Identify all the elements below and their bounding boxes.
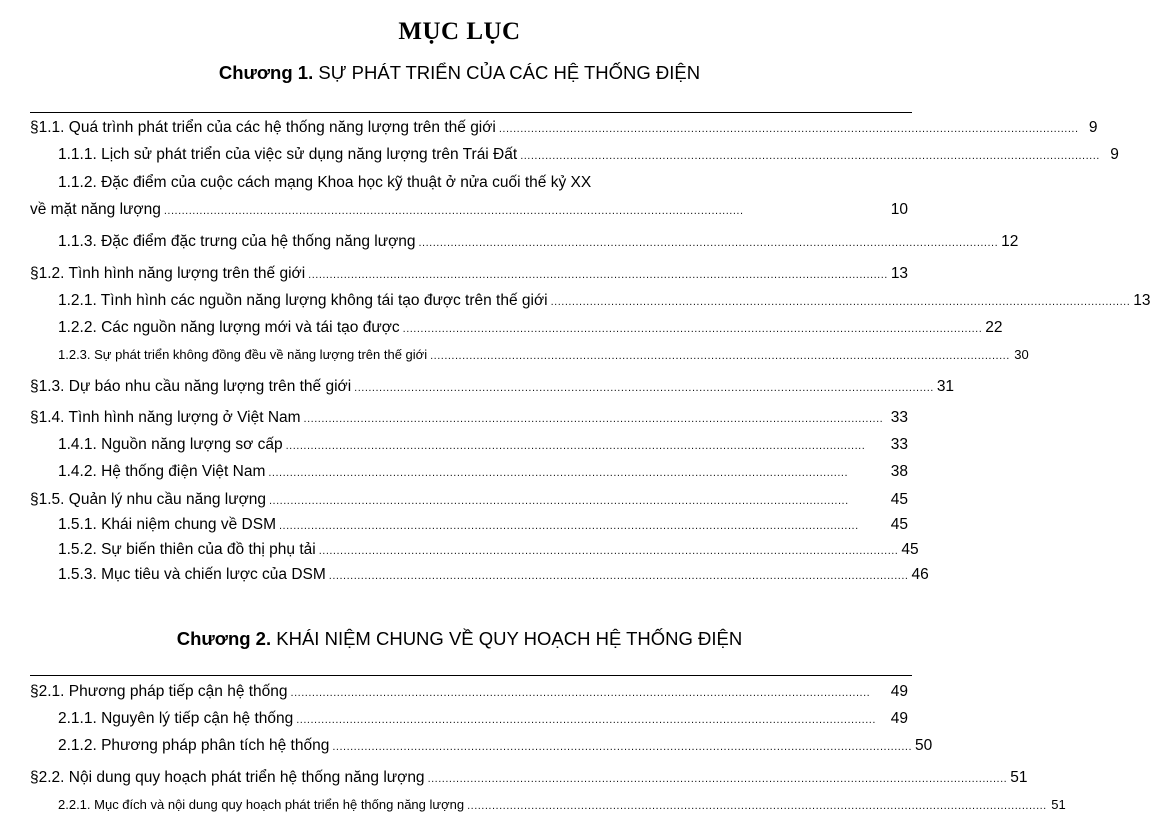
toc-entry-text: 1.5.2. Sự biến thiên của đồ thị phụ tải	[58, 541, 316, 558]
toc-entry-text: §1.3. Dự báo nhu cầu năng lượng trên thế giới	[30, 378, 352, 395]
toc-entry-page: 22	[985, 319, 1003, 336]
toc-entry-page: 13	[1133, 292, 1151, 309]
toc-section-2-2[interactable]	[30, 767, 1028, 789]
toc-entry-page: 33	[890, 436, 908, 453]
toc-section-1-1[interactable]	[30, 117, 1098, 139]
toc-entry-page: 30	[1014, 347, 1029, 362]
chapter-1-title: SỰ PHÁT TRIỂN CỦA CÁC HỆ THỐNG ĐIỆN	[318, 62, 701, 83]
toc-subsection-1-5-2[interactable]	[58, 539, 919, 561]
toc-subsection-1-5-3[interactable]	[58, 564, 929, 586]
toc-entry-page: 13	[890, 265, 909, 282]
dot-leader: ...................................................................................................................................................................	[296, 714, 876, 726]
page-title: MỤC LỤC	[398, 18, 521, 45]
chapter-1-rule	[30, 112, 912, 113]
toc-entry-text: §1.2. Tình hình năng lượng trên thế giới	[30, 265, 306, 282]
dot-leader: ...................................................................................................................................................................	[303, 413, 884, 425]
toc-entry-page: 45	[901, 541, 919, 558]
chapter-2-heading	[0, 628, 919, 650]
toc-entry-text: 1.4.1. Nguồn năng lượng sơ cấp	[58, 436, 283, 453]
toc-subsection-2-1-1[interactable]	[58, 708, 908, 730]
toc-subsection-1-1-3[interactable]	[58, 231, 1019, 253]
dot-leader: ...................................................................................................................................................................	[467, 800, 1047, 812]
toc-entry-page: 9	[1088, 119, 1098, 136]
toc-subsection-1-5-1[interactable]	[58, 514, 908, 536]
toc-section-1-2[interactable]	[30, 263, 908, 285]
toc-entry-text: 1.4.2. Hệ thống điện Việt Nam	[58, 463, 266, 480]
toc-entry-page: 46	[911, 566, 929, 583]
toc-entry-page: 38	[890, 463, 908, 480]
toc-entry-page: 45	[890, 491, 908, 508]
toc-entry-page: 9	[1110, 146, 1119, 163]
toc-entry-page: 51	[1010, 769, 1028, 786]
dot-leader: ...................................................................................................................................................................	[318, 545, 899, 557]
toc-section-1-5[interactable]	[30, 489, 908, 511]
toc-entry-text: 1.2.3. Sự phát triển không đồng đều về năng lượng trên thế giới	[58, 347, 428, 362]
toc-entry-page: 49	[890, 710, 908, 727]
toc-entry-page: 49	[890, 683, 908, 700]
dot-leader: ...................................................................................................................................................................	[498, 123, 1079, 135]
dot-leader: ...................................................................................................................................................................	[332, 741, 912, 753]
toc-subsection-2-1-2[interactable]	[58, 735, 933, 757]
dot-leader: ...................................................................................................................................................................	[402, 323, 983, 335]
chapter-1-number: Chương 1.	[218, 62, 314, 83]
toc-entry-page: 33	[890, 409, 908, 426]
toc-subsection-1-2-3[interactable]	[58, 344, 1029, 366]
chapter-1-heading	[0, 62, 919, 84]
toc-subsection-2-2-1[interactable]	[58, 794, 1066, 816]
dot-leader: ...................................................................................................................................................................	[308, 269, 888, 281]
toc-section-1-4[interactable]	[30, 407, 908, 429]
toc-entry-page: 50	[915, 737, 933, 754]
dot-leader: ...................................................................................................................................................................	[427, 773, 1008, 785]
toc-entry-text: 1.1.3. Đặc điểm đặc trưng của hệ thống năng lượng	[58, 233, 416, 250]
toc-entry-text: §2.2. Nội dung quy hoạch phát triển hệ thống năng lượng	[30, 769, 425, 786]
toc-entry-page: 31	[936, 378, 955, 395]
chapter-2-rule	[30, 675, 912, 676]
dot-leader: ...................................................................................................................................................................	[550, 296, 1131, 308]
toc-entry-text: 1.5.1. Khái niệm chung về DSM	[58, 516, 276, 533]
toc-subsection-1-1-1[interactable]	[58, 144, 1119, 166]
toc-entry-page: 10	[890, 201, 908, 218]
toc-entry-text: 1.2.2. Các nguồn năng lượng mới và tái tạo được	[58, 319, 400, 336]
toc-entry-text: §2.1. Phương pháp tiếp cận hệ thống	[30, 683, 288, 700]
toc-entry-text: §1.1. Quá trình phát triển của các hệ thống năng lượng trên thế giới	[30, 119, 496, 136]
toc-section-1-3[interactable]	[30, 376, 955, 398]
toc-subsection-1-1-2-line2[interactable]	[30, 199, 908, 221]
dot-leader: ...................................................................................................................................................................	[278, 520, 859, 532]
dot-leader: ...................................................................................................................................................................	[268, 495, 849, 507]
toc-entry-page: 51	[1051, 797, 1066, 812]
dot-leader: ...................................................................................................................................................................	[418, 237, 999, 249]
chapter-2-title: KHÁI NIỆM CHUNG VỀ QUY HOẠCH HỆ THỐNG ĐIỆN	[276, 628, 743, 649]
toc-entry-page: 12	[1001, 233, 1019, 250]
dot-leader: ...................................................................................................................................................................	[163, 205, 744, 217]
toc-entry-text: §1.5. Quản lý nhu cầu năng lượng	[30, 491, 266, 508]
toc-entry-page: 45	[890, 516, 908, 533]
toc-subsection-1-1-2-line1[interactable]: 1.1.2. Đặc điểm của cuộc cách mạng Khoa học kỹ thuật ở nửa cuối thế kỷ XX	[58, 174, 592, 191]
toc-entry-text: 2.1.1. Nguyên lý tiếp cận hệ thống	[58, 710, 294, 727]
toc-subsection-1-2-2[interactable]	[58, 317, 1003, 339]
toc-subsection-1-2-1[interactable]	[58, 290, 1151, 312]
toc-entry-text: 1.1.1. Lịch sử phát triển của việc sử dụng năng lượng trên Trái Đất	[58, 146, 518, 163]
dot-leader: ...................................................................................................................................................................	[268, 467, 849, 479]
toc-entry-text: 1.5.3. Mục tiêu và chiến lược của DSM	[58, 566, 326, 583]
toc-subsection-1-4-1[interactable]	[58, 434, 908, 456]
toc-entry-text: về mặt năng lượng	[30, 201, 161, 218]
dot-leader: ...................................................................................................................................................................	[354, 382, 934, 394]
toc-entry-text: 1.2.1. Tình hình các nguồn năng lượng không tái tạo được trên thế giới	[58, 292, 548, 309]
toc-entry-text: 2.2.1. Mục đích và nội dung quy hoạch phát triển hệ thống năng lượng	[58, 797, 465, 812]
dot-leader: ...................................................................................................................................................................	[285, 440, 866, 452]
toc-entry-text: 2.1.2. Phương pháp phân tích hệ thống	[58, 737, 330, 754]
toc-section-2-1[interactable]	[30, 681, 908, 703]
toc-subsection-1-4-2[interactable]	[58, 461, 908, 483]
chapter-2-number: Chương 2.	[176, 628, 272, 649]
dot-leader: ...................................................................................................................................................................	[290, 687, 871, 699]
dot-leader: ...................................................................................................................................................................	[430, 350, 1010, 362]
dot-leader: ...................................................................................................................................................................	[328, 570, 909, 582]
toc-entry-text: §1.4. Tình hình năng lượng ở Việt Nam	[30, 409, 301, 426]
dot-leader: ...................................................................................................................................................................	[520, 150, 1100, 162]
